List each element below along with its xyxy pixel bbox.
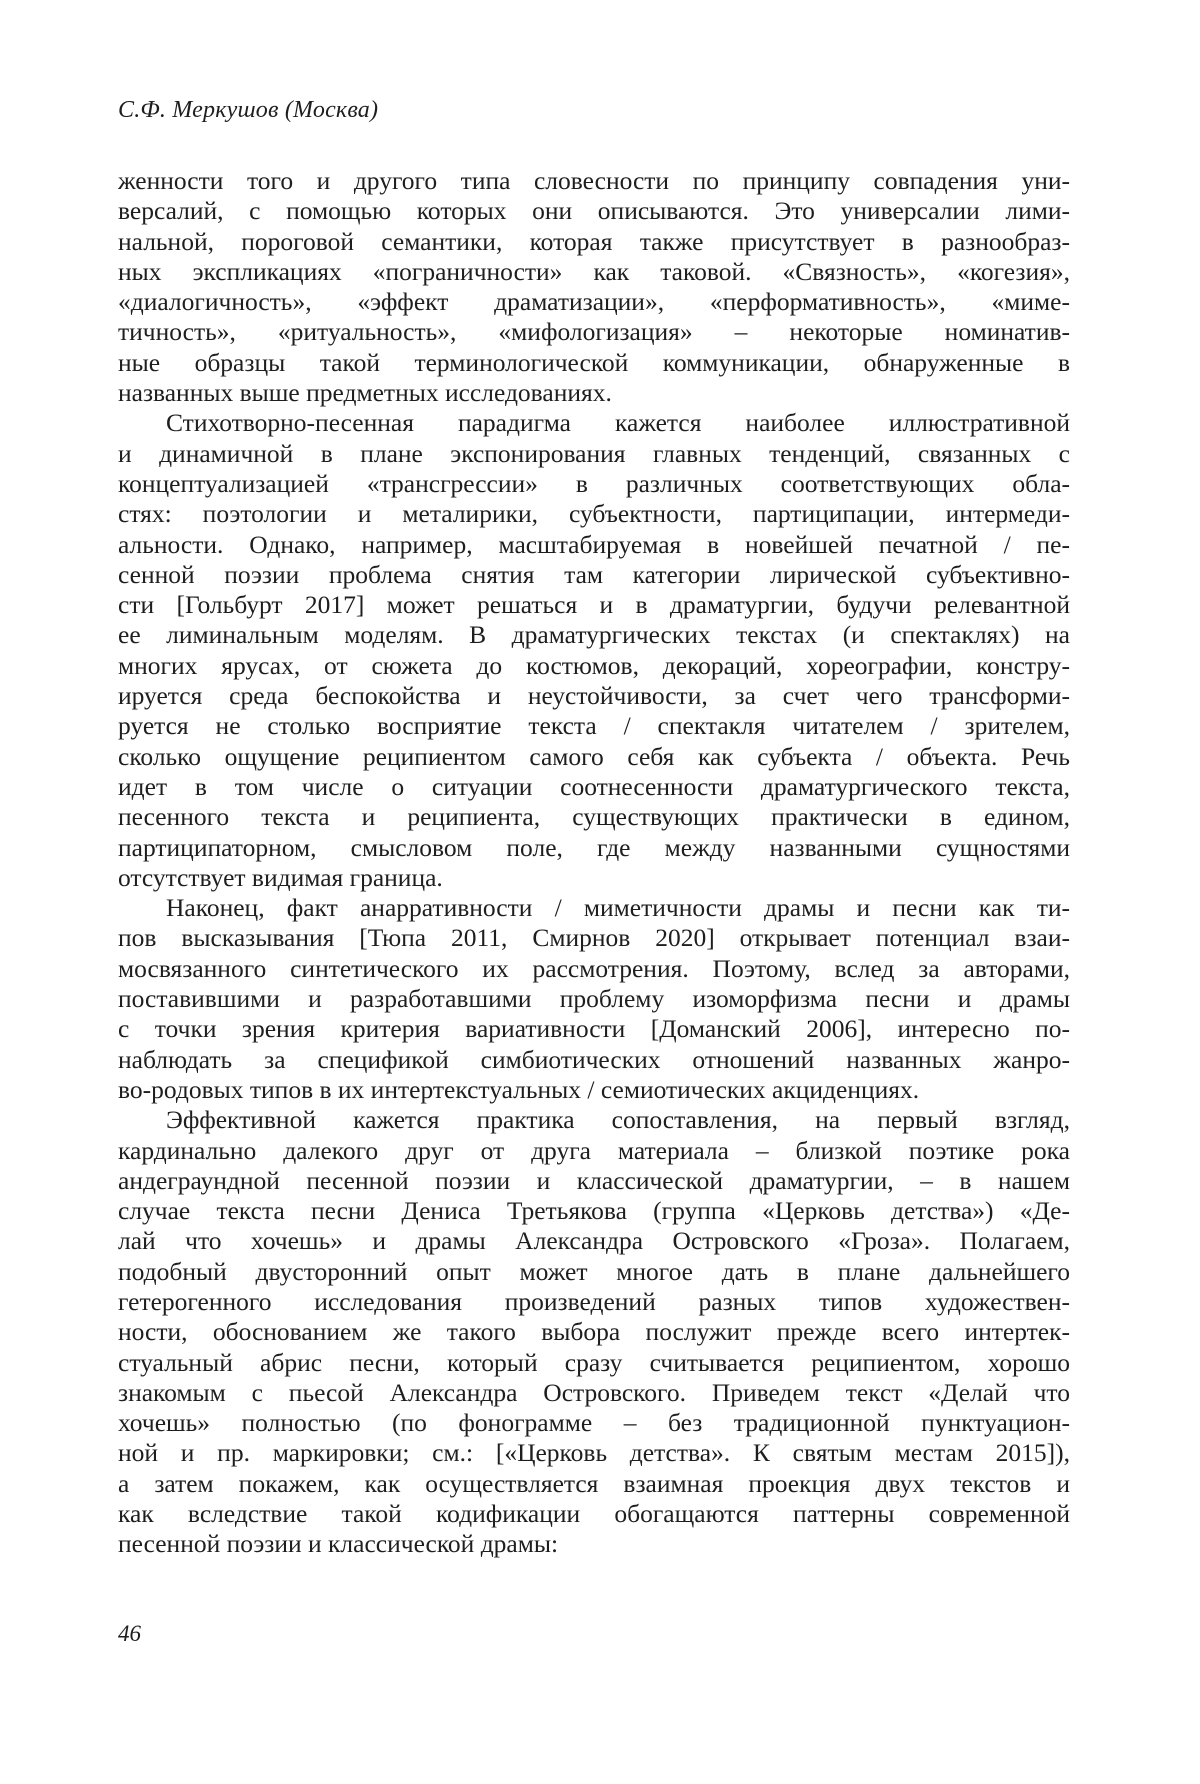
text-line: подобный двусторонний опыт может многое дать в плане дальнейшего xyxy=(118,1257,1070,1287)
paragraph xyxy=(118,166,1070,408)
text-line: женности того и другого типа словесности по принципу совпадения уни- xyxy=(118,166,1070,196)
text-line: гетерогенного исследования произведений разных типов художествен- xyxy=(118,1287,1070,1317)
text-line: ируется среда беспокойства и неустойчивости, за счет чего трансформи- xyxy=(118,681,1070,711)
text-line: Стихотворно-песенная парадигма кажется наиболее иллюстративной xyxy=(118,408,1070,438)
paragraph xyxy=(118,1105,1070,1559)
text-line: наблюдать за спецификой симбиотических отношений названных жанро- xyxy=(118,1045,1070,1075)
text-line: случае текста песни Дениса Третьякова (группа «Церковь детства») «Де- xyxy=(118,1196,1070,1226)
text-line: партиципаторном, смысловом поле, где между названными сущностями xyxy=(118,833,1070,863)
text-line: тичность», «ритуальность», «мифологизация» – некоторые номинатив- xyxy=(118,317,1070,347)
text-line: и динамичной в плане экспонирования главных тенденций, связанных с xyxy=(118,439,1070,469)
book-page xyxy=(0,0,1200,1784)
text-line: нальной, пороговой семантики, которая также присутствует в разнообраз- xyxy=(118,227,1070,257)
page-number: 46 xyxy=(118,1620,141,1648)
text-line: знакомым с пьесой Александра Островского. Приведем текст «Делай что xyxy=(118,1378,1070,1408)
text-line: сенной поэзии проблема снятия там категории лирической субъективно- xyxy=(118,560,1070,590)
text-line: отсутствует видимая граница. xyxy=(118,863,1070,893)
body-text xyxy=(118,166,1070,1560)
text-line: мосвязанного синтетического их рассмотрения. Поэтому, вслед за авторами, xyxy=(118,954,1070,984)
text-line: концептуализацией «трансгрессии» в различных соответствующих обла- xyxy=(118,469,1070,499)
text-line: ности, обоснованием же такого выбора послужит прежде всего интертек- xyxy=(118,1317,1070,1347)
text-line: ной и пр. маркировки; см.: [«Церковь детства». К святым местам 2015]), xyxy=(118,1438,1070,1468)
text-line: Эффективной кажется практика сопоставления, на первый взгляд, xyxy=(118,1105,1070,1135)
text-line: многих ярусах, от сюжета до костюмов, декораций, хореографии, констру- xyxy=(118,651,1070,681)
text-line: Наконец, факт анарративности / миметичности драмы и песни как ти- xyxy=(118,893,1070,923)
text-line: а затем покажем, как осуществляется взаимная проекция двух текстов и xyxy=(118,1469,1070,1499)
text-line: во-родовых типов в их интертекстуальных / семиотических акциденциях. xyxy=(118,1075,1070,1105)
text-line: названных выше предметных исследованиях. xyxy=(118,378,1070,408)
text-line: стях: поэтологии и металирики, субъектности, партиципации, интермеди- xyxy=(118,499,1070,529)
text-line: сти [Гольбурт 2017] может решаться и в драматургии, будучи релевантной xyxy=(118,590,1070,620)
text-line: руется не столько восприятие текста / спектакля читателем / зрителем, xyxy=(118,711,1070,741)
text-line: лай что хочешь» и драмы Александра Островского «Гроза». Полагаем, xyxy=(118,1226,1070,1256)
text-line: сколько ощущение реципиентом самого себя как субъекта / объекта. Речь xyxy=(118,742,1070,772)
text-line: альности. Однако, например, масштабируемая в новейшей печатной / пе- xyxy=(118,530,1070,560)
text-line: «диалогичность», «эффект драматизации», «перформативность», «миме- xyxy=(118,287,1070,317)
text-line: версалий, с помощью которых они описываются. Это универсалии лими- xyxy=(118,196,1070,226)
paragraph xyxy=(118,893,1070,1105)
text-line: стуальный абрис песни, который сразу считывается реципиентом, хорошо xyxy=(118,1348,1070,1378)
text-line: кардинально далекого друг от друга материала – близкой поэтике рока xyxy=(118,1136,1070,1166)
text-line: поставившими и разработавшими проблему изоморфизма песни и драмы xyxy=(118,984,1070,1014)
text-line: пов высказывания [Тюпа 2011, Смирнов 2020] открывает потенциал взаи- xyxy=(118,923,1070,953)
text-line: песенной поэзии и классической драмы: xyxy=(118,1529,1070,1559)
text-line: с точки зрения критерия вариативности [Доманский 2006], интересно по- xyxy=(118,1014,1070,1044)
running-head: С.Ф. Меркушов (Москва) xyxy=(118,95,378,125)
text-line: ных экспликациях «пограничности» как таковой. «Связность», «когезия», xyxy=(118,257,1070,287)
text-line: как вследствие такой кодификации обогащаются паттерны современной xyxy=(118,1499,1070,1529)
paragraph xyxy=(118,408,1070,893)
text-line: песенного текста и реципиента, существующих практически в едином, xyxy=(118,802,1070,832)
text-line: идет в том числе о ситуации соотнесенности драматургического текста, xyxy=(118,772,1070,802)
text-line: андеграундной песенной поэзии и классической драматургии, – в нашем xyxy=(118,1166,1070,1196)
text-line: ные образцы такой терминологической коммуникации, обнаруженные в xyxy=(118,348,1070,378)
text-line: хочешь» полностью (по фонограмме – без традиционной пунктуацион- xyxy=(118,1408,1070,1438)
text-line: ее лиминальным моделям. В драматургических текстах (и спектаклях) на xyxy=(118,620,1070,650)
